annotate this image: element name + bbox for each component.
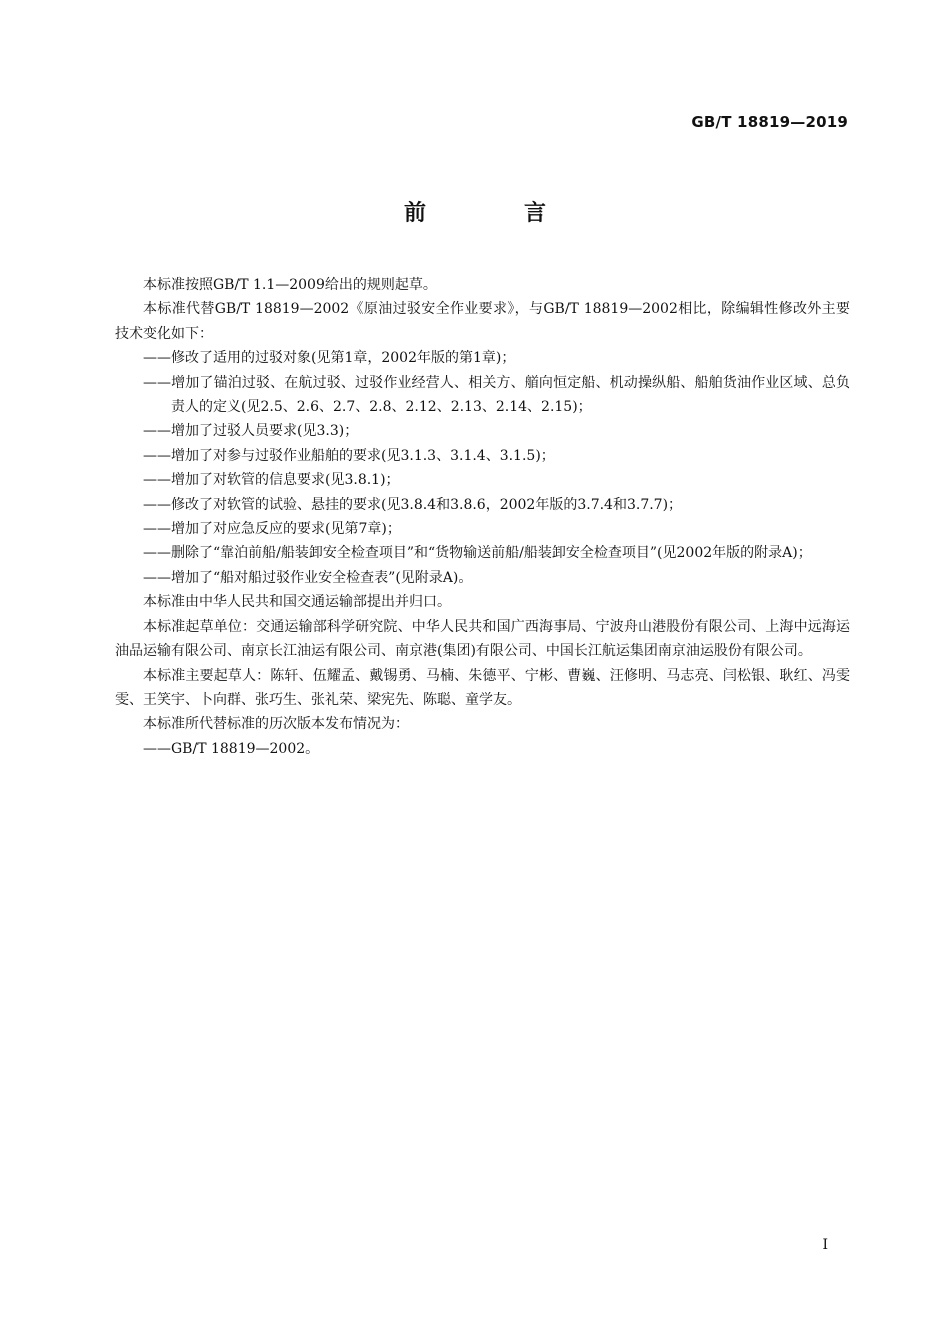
change-item: ——增加了过驳人员要求(见3.3)；	[143, 423, 359, 440]
history-item: ——GB/T 18819—2002。	[143, 740, 320, 757]
change-item: ——增加了锚泊过驳、在航过驳、过驳作业经营人、相关方、艏向恒定船、机动操纵船、船舶货油作业区域、总负责人的定义(见2.5、2.6、2.7、2.8、2.12、2.13、2.14、2.15)；	[143, 374, 850, 416]
standard-number: GB/T 18819—2019	[691, 113, 848, 131]
foreword-body	[115, 273, 850, 761]
page-number: I	[822, 1237, 828, 1253]
change-item: ——增加了对软管的信息要求(见3.8.1)；	[143, 472, 400, 489]
change-item: ——修改了适用的过驳对象(见第1章，2002年版的第1章)；	[143, 350, 516, 367]
change-item: ——修改了对软管的试验、悬挂的要求(见3.8.4和3.8.6，2002年版的3.7.4和3.7.7)；	[143, 496, 683, 513]
drafting-units-paragraph: 本标准起草单位：交通运输部科学研究院、中华人民共和国广西海事局、宁波舟山港股份有限公司、上海中远海运油品运输有限公司、南京长江油运有限公司、南京港(集团)有限公司、中国长江航运集团南京油运股份有限公司。	[115, 618, 850, 660]
change-item: ——增加了对应急反应的要求(见第7章)；	[143, 521, 401, 538]
change-item: ——删除了“靠泊前船/船装卸安全检查项目”和“货物输送前船/船装卸安全检查项目”(见2002年版的附录A)；	[143, 545, 812, 562]
change-item: ——增加了对参与过驳作业船舶的要求(见3.1.3、3.1.4、3.1.5)；	[143, 447, 555, 464]
page-title: 前 言	[403, 201, 584, 226]
drafting-rules-paragraph: 本标准按照GB/T 1.1—2009给出的规则起草。	[143, 277, 437, 293]
replacement-paragraph: 本标准代替GB/T 18819—2002《原油过驳安全作业要求》，与GB/T 18819—2002相比，除编辑性修改外主要技术变化如下：	[115, 301, 850, 342]
proposer-paragraph: 本标准由中华人民共和国交通运输部提出并归口。	[143, 594, 451, 611]
drafters-paragraph: 本标准主要起草人：陈轩、伍耀孟、戴锡勇、马楠、朱德平、宁彬、曹巍、汪修明、马志亮、闫松银、耿红、冯雯雯、王笑宇、卜向群、张巧生、张礼荣、梁宪先、陈聪、童学友。	[115, 667, 850, 708]
history-intro-paragraph: 本标准所代替标准的历次版本发布情况为：	[143, 716, 409, 733]
change-item: ——增加了“船对船过驳作业安全检查表”(见附录A)。	[143, 569, 473, 586]
